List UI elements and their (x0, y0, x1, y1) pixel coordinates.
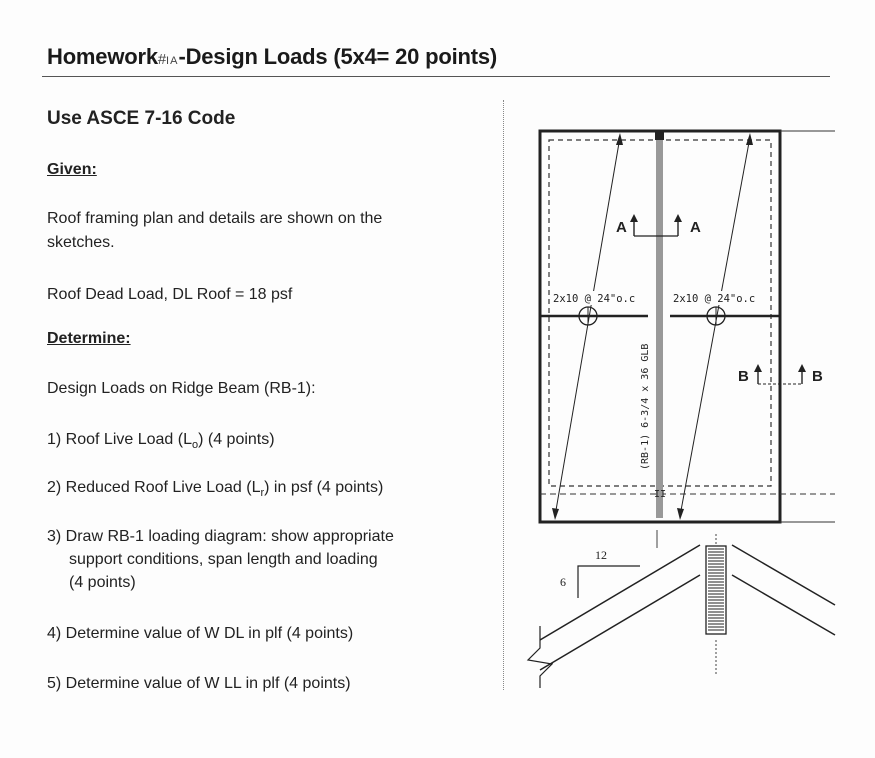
section-b-left-head (754, 364, 762, 372)
q2-post: ) in psf (4 points) (264, 479, 384, 496)
rafter-right-bottom (732, 575, 835, 635)
section-a-label-right: A (690, 219, 701, 236)
joist-spec-right: 2x10 @ 24"o.c (673, 293, 756, 305)
q3-line-1: 3) Draw RB-1 loading diagram: show appropriate (47, 528, 394, 545)
joist-arrow-left (555, 137, 620, 516)
beam-top-support (655, 132, 664, 140)
section-a-right-head (674, 214, 682, 222)
ridge-beam (656, 140, 663, 518)
joist-arrow-right-head-bottom (677, 508, 684, 520)
section-a-label-left: A (616, 219, 627, 236)
rafter-left-bottom (540, 575, 700, 670)
code-heading: Use ASCE 7-16 Code (47, 108, 236, 129)
q2-sub: r (260, 487, 265, 500)
rafter-left-top (540, 545, 700, 640)
section-b-right-head (798, 364, 806, 372)
slope-rise: 6 (560, 575, 566, 589)
beam-end-mark: II (654, 489, 667, 500)
joist-arrow-left-head-top (616, 133, 623, 145)
title-prefix: Homework (47, 44, 158, 69)
title-hash: # (157, 51, 167, 68)
section-b-label-right: B (812, 368, 823, 385)
section-b-label-left: B (738, 368, 749, 385)
rafter-right-top (732, 545, 835, 605)
given-heading: Given: (47, 161, 97, 178)
joist-arrow-right-head-top (746, 133, 753, 145)
q2-text: 2) Reduced Roof Live Load (L (47, 479, 261, 496)
q3-line-2: support conditions, span length and loading (69, 551, 378, 568)
determine-heading: Determine: (47, 330, 131, 347)
q1-post: ) (4 points) (198, 431, 275, 448)
dead-load-text: Roof Dead Load, DL Roof = 18 psf (47, 286, 293, 303)
title-handwritten: IA (166, 55, 179, 67)
joist-arrow-right (680, 137, 750, 516)
given-line-2: sketches. (47, 234, 115, 251)
question-4: 4) Determine value of W DL in plf (4 points) (47, 625, 354, 642)
joist-arrow-left-head-bottom (552, 508, 559, 520)
determine-intro: Design Loads on Ridge Beam (RB-1): (47, 380, 316, 397)
q1-sub: o (191, 439, 199, 452)
caption-crop-mask (660, 681, 810, 758)
given-line-1: Roof framing plan and details are shown on the (47, 210, 383, 227)
q1-text: 1) Roof Live Load (L (47, 431, 192, 448)
question-5: 5) Determine value of W LL in plf (4 points) (47, 675, 351, 692)
ridge-beam-label: (RB-1) 6-3/4 x 36 GLB (640, 343, 651, 470)
joist-spec-left: 2x10 @ 24"o.c (553, 293, 636, 305)
slope-run: 12 (595, 548, 607, 562)
title-suffix: -Design Loads (5x4= 20 points) (178, 44, 498, 69)
q3-line-3: (4 points) (69, 574, 136, 591)
slope-indicator (578, 566, 640, 598)
section-a-left-head (630, 214, 638, 222)
